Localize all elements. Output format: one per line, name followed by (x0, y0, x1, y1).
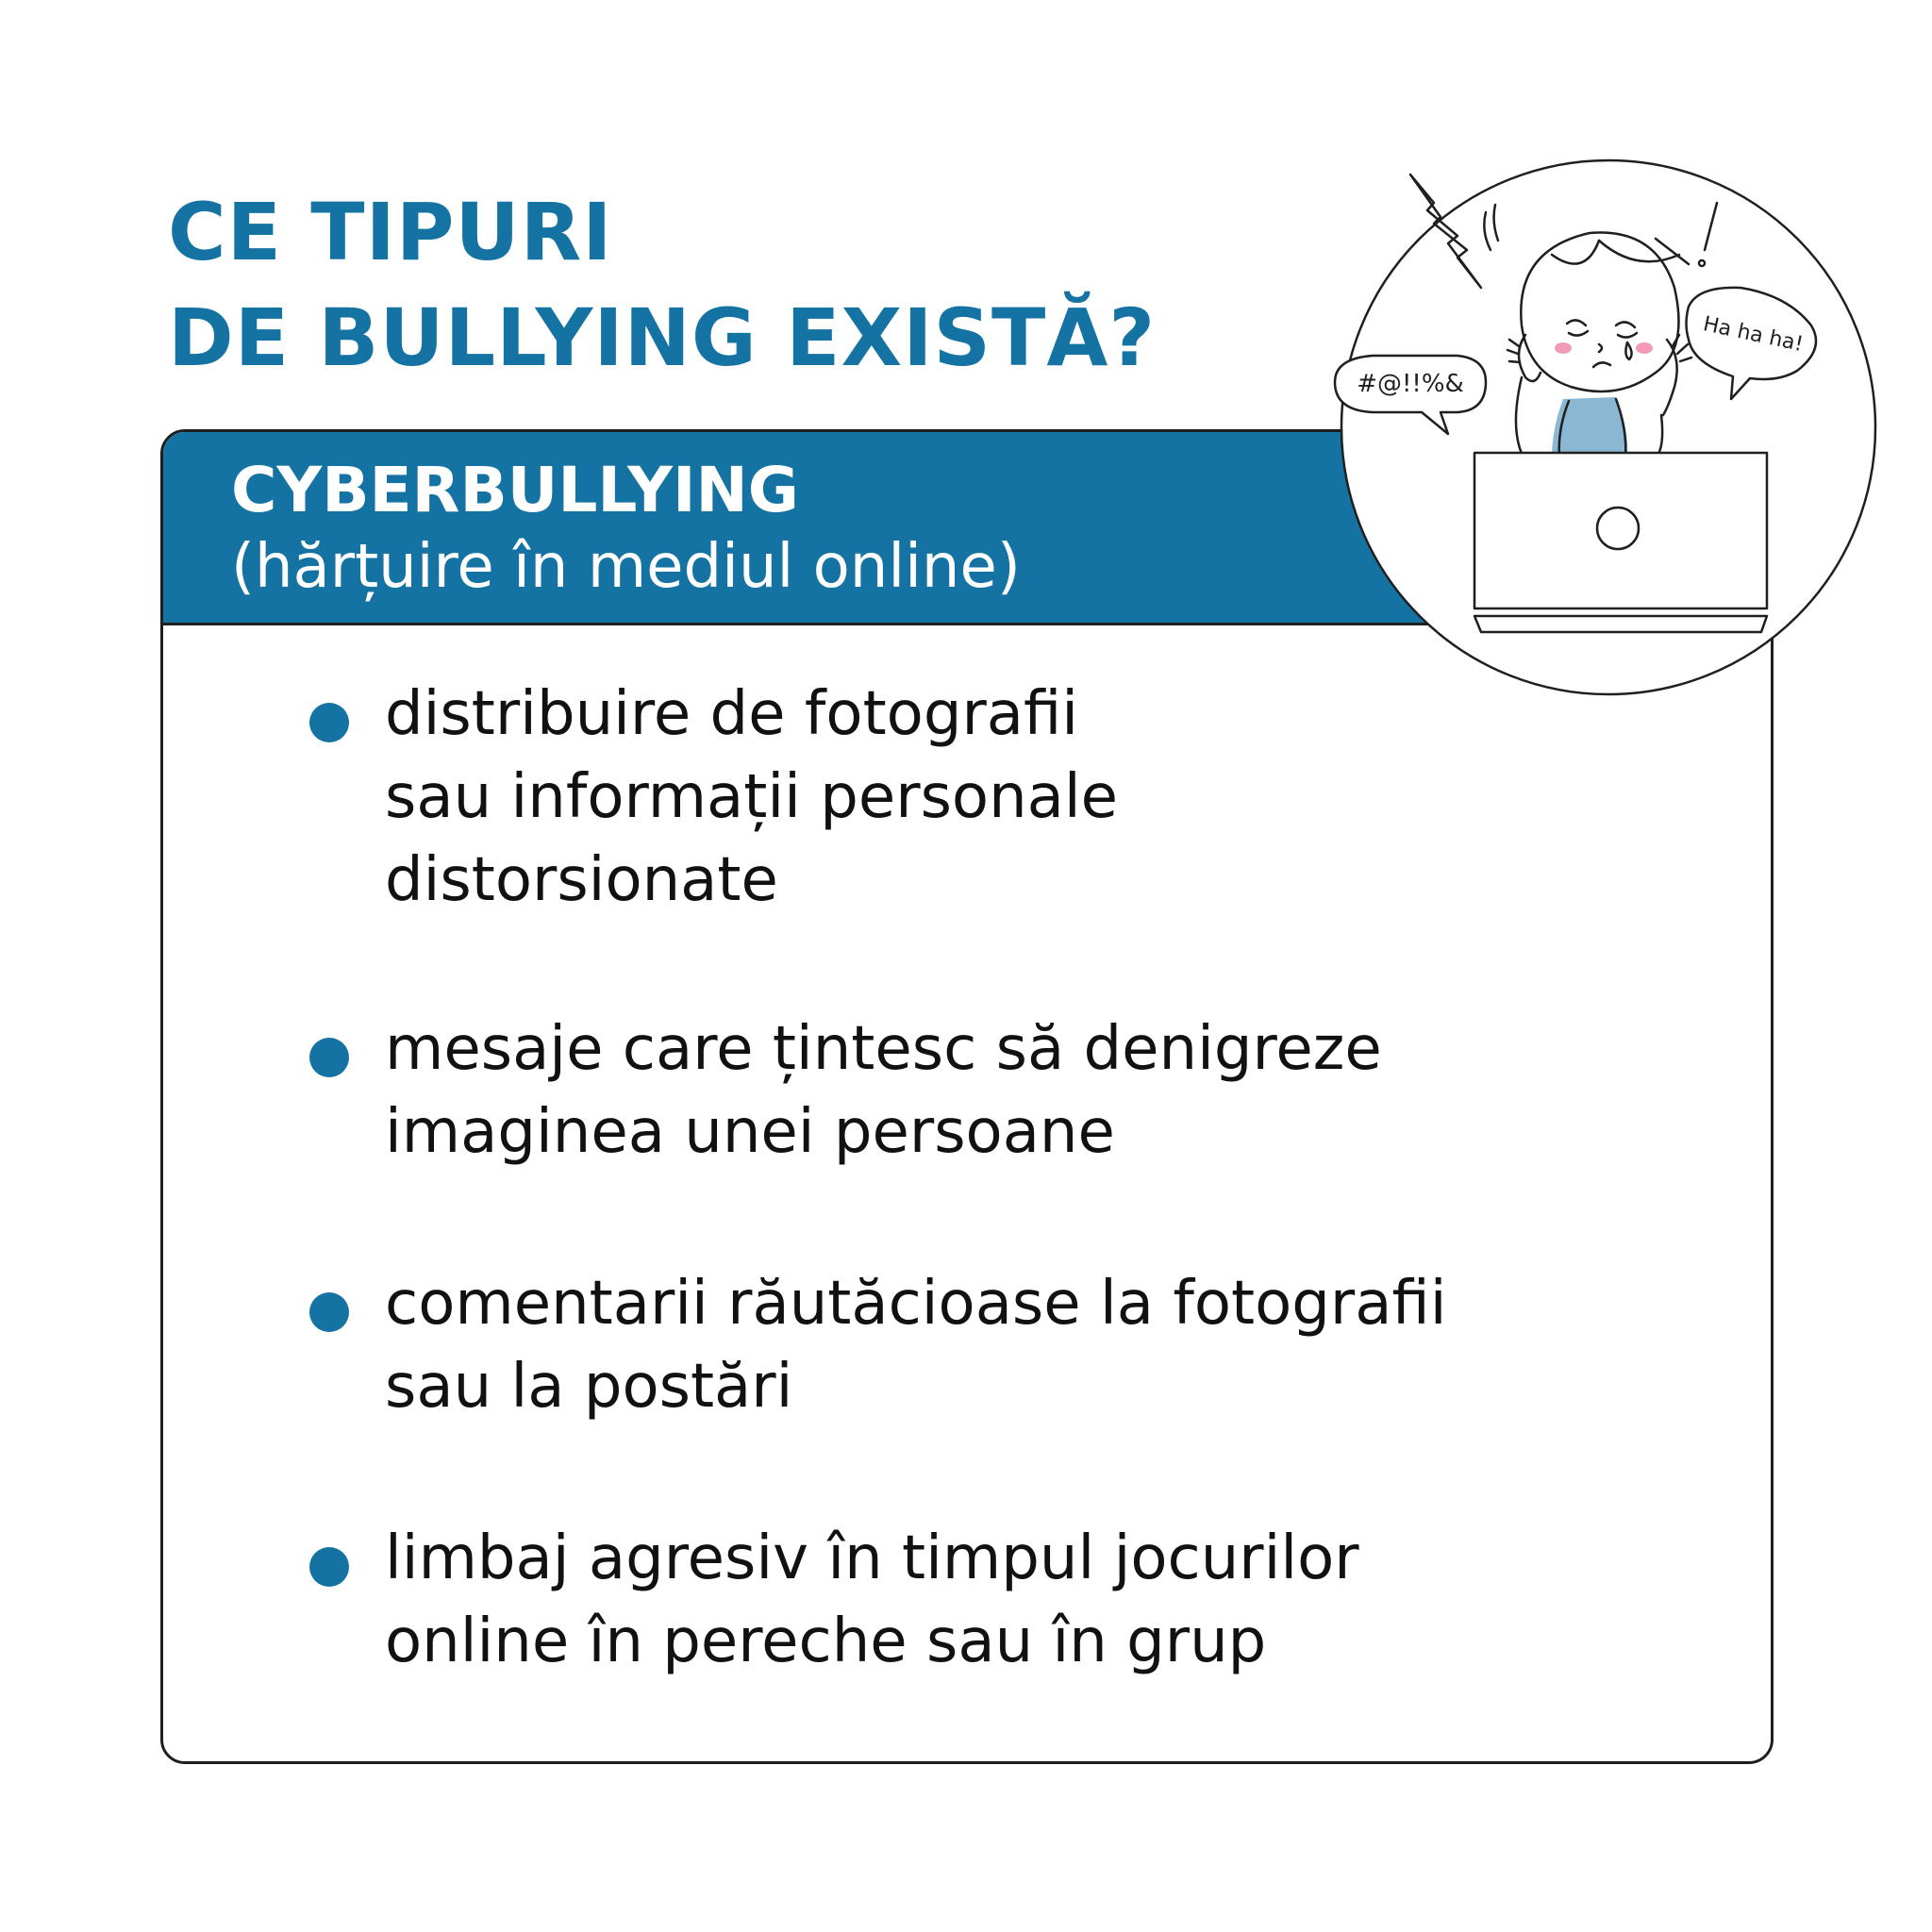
list-item-text (385, 1262, 1447, 1428)
list-item-line: distribuire de fotografii (385, 679, 1079, 749)
list-item-line: comentarii răutăcioase la fotografii (385, 1269, 1447, 1339)
upset-child-at-laptop-icon (1316, 146, 1882, 712)
list-item-line: online în pereche sau în grup (385, 1607, 1267, 1676)
list-item-line: mesaje care țintesc să denigreze (385, 1014, 1382, 1084)
page-title (168, 179, 1156, 391)
list-item-line: sau la postări (385, 1352, 793, 1422)
card-heading: CYBERBULLYING (231, 454, 799, 526)
bubble-left-text: #@!!%& (1357, 370, 1464, 398)
list-item-line: sau informații personale (385, 762, 1118, 832)
bullet-dot-icon (309, 1038, 349, 1077)
card-subheading: (hărțuire în mediul online) (231, 532, 1021, 602)
list-item-text (385, 673, 1118, 922)
page-title-line-2: DE BULLYING EXISTĂ? (168, 291, 1157, 384)
bubble-right-text: Ha ha ha! (1701, 312, 1806, 358)
list-item (385, 673, 1118, 922)
page-title-line-1: CE TIPURI (168, 186, 613, 278)
list-item-line: limbaj agresiv în timpul jocurilor (385, 1524, 1359, 1593)
list-item-line: distorsionate (385, 845, 778, 915)
list-item-text (385, 1517, 1359, 1683)
bullet-dot-icon (309, 703, 349, 742)
bullet-dot-icon (309, 1292, 349, 1332)
list-item (385, 1262, 1447, 1428)
list-item (385, 1517, 1359, 1683)
bullet-dot-icon (309, 1547, 349, 1587)
list-item-line: imaginea unei persoane (385, 1097, 1115, 1167)
list-item-text (385, 1008, 1382, 1174)
list-item (385, 1008, 1382, 1174)
